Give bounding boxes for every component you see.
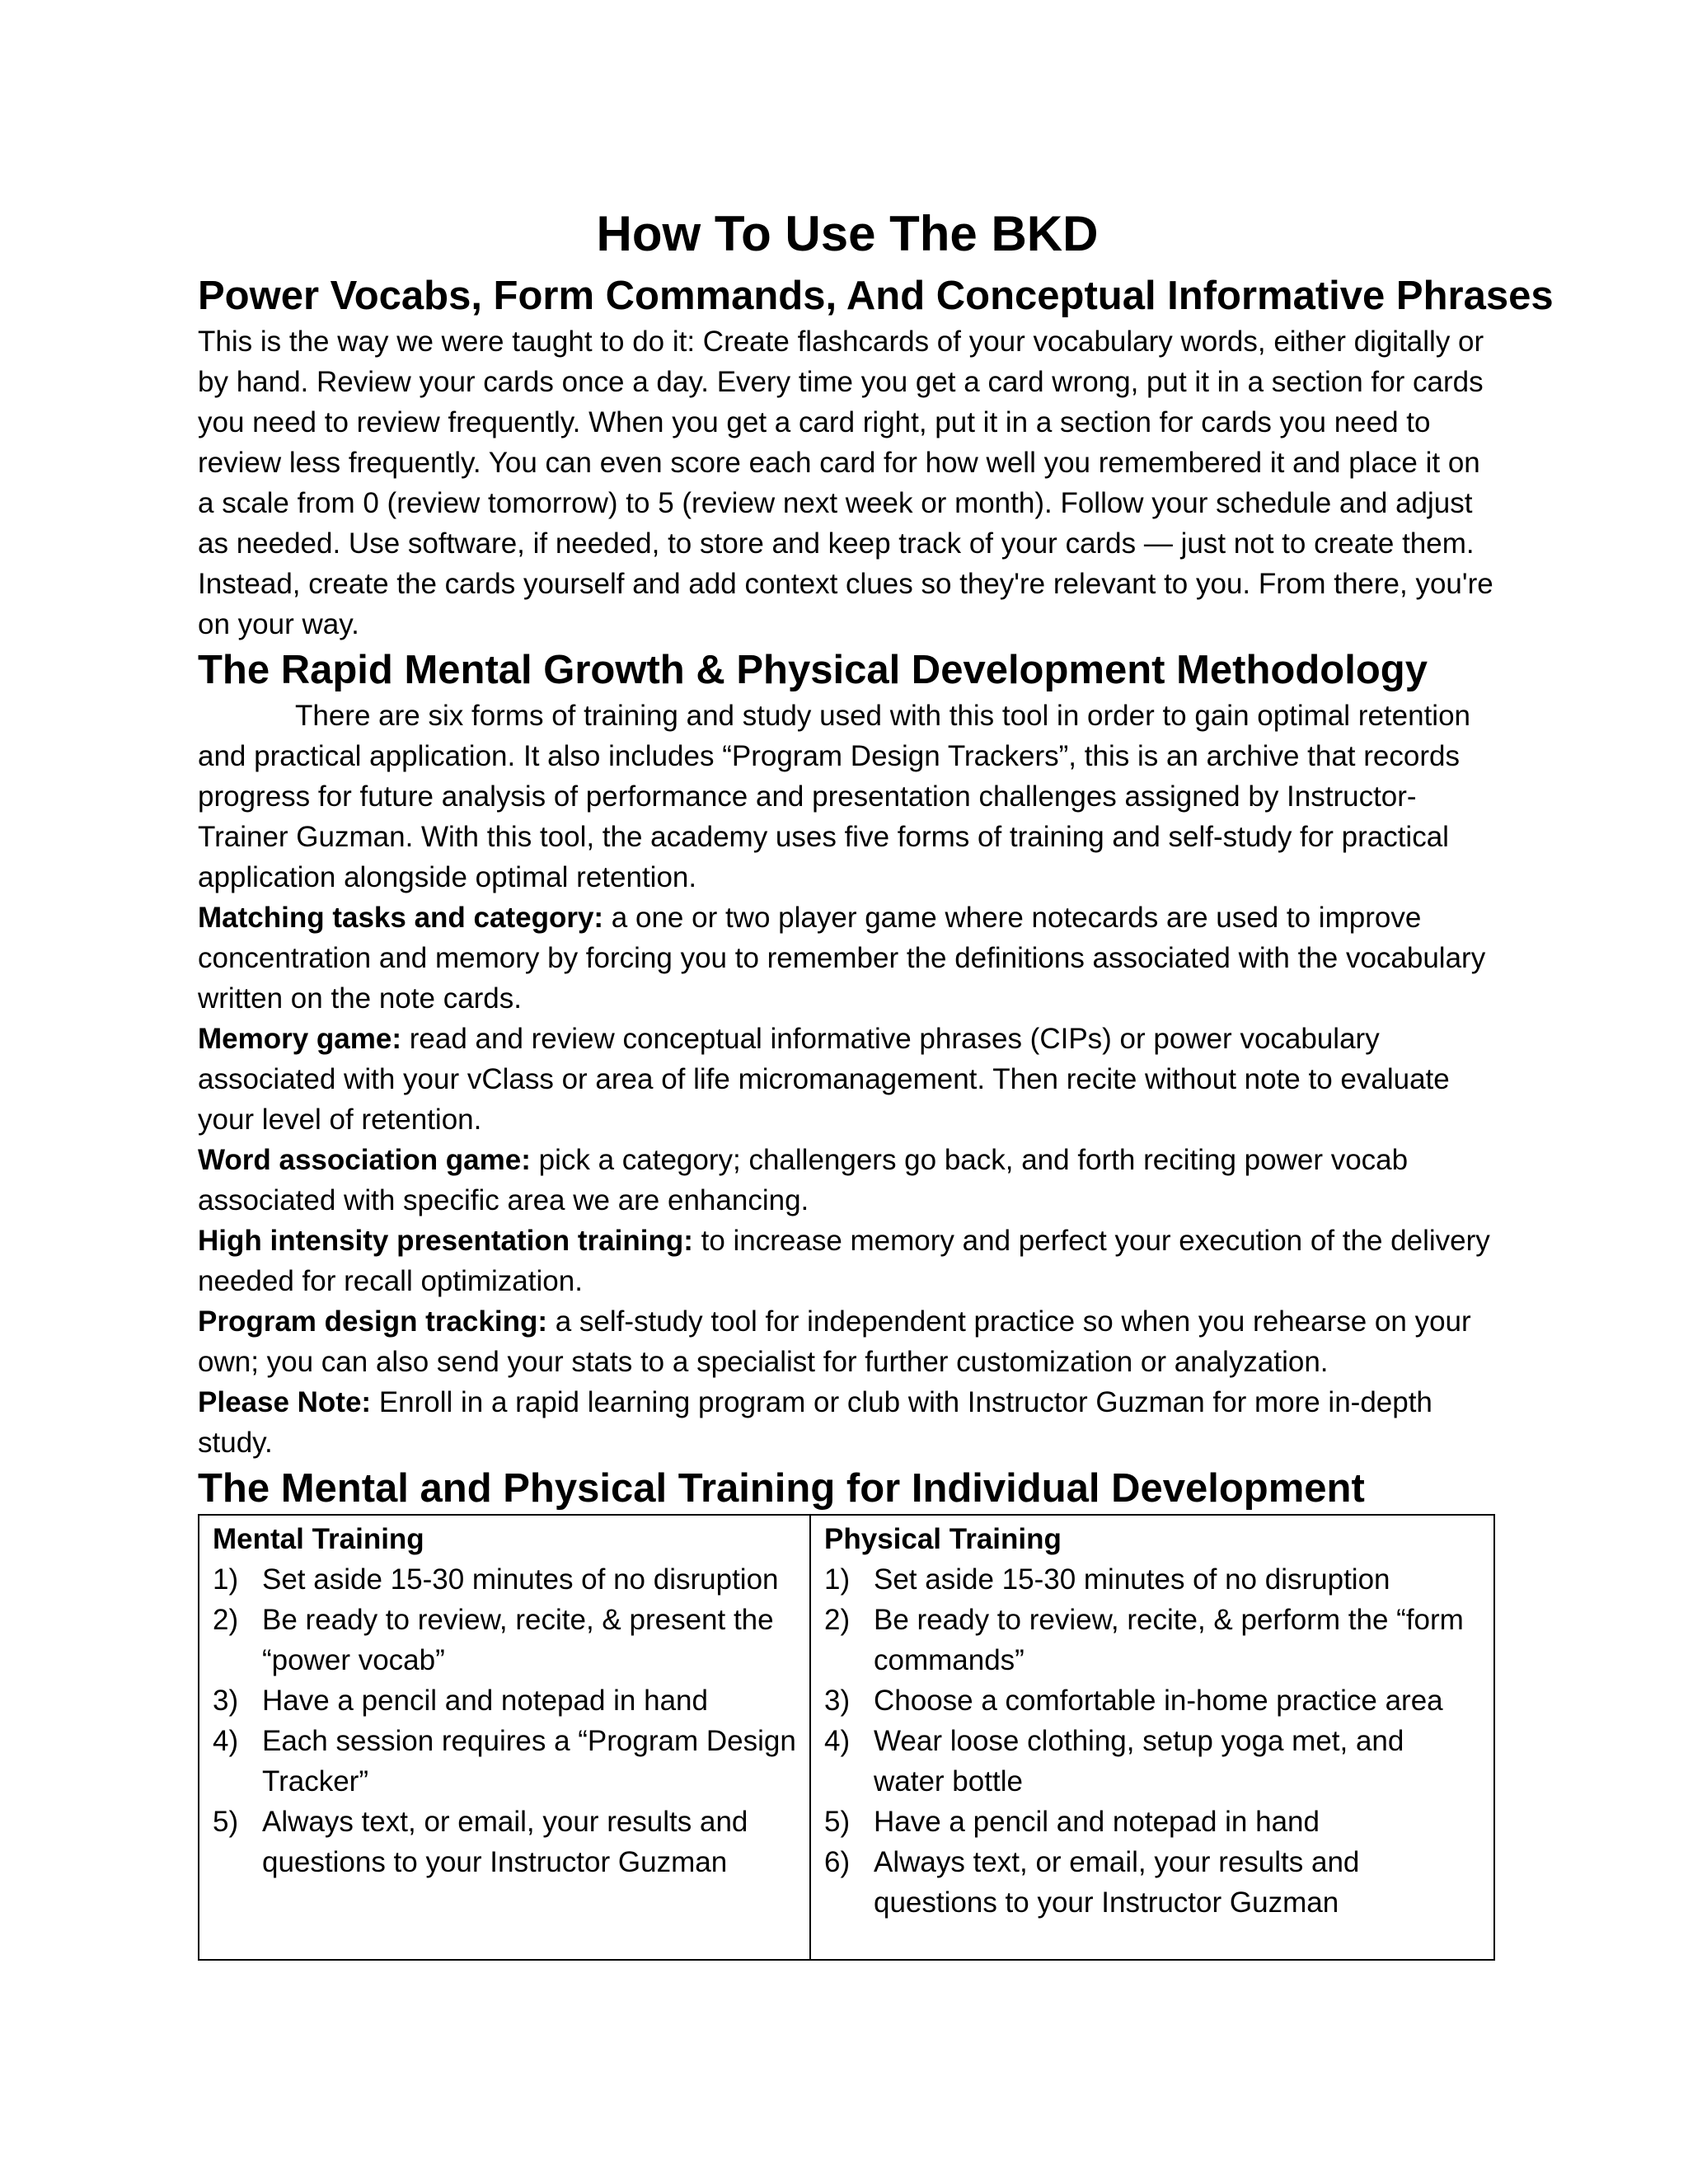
step-text: Be ready to review, recite, & present the “power vocab” <box>262 1604 774 1676</box>
step-number: 4) <box>824 1725 851 1757</box>
step-number: 2) <box>824 1604 851 1636</box>
training-table <box>198 1514 1495 1961</box>
mental-training-heading: Mental Training <box>213 1523 424 1555</box>
section-heading-training: The Mental and Physical Training for Individual Development <box>198 1466 1365 1511</box>
methodology-text: to increase memory and perfect your execution of the delivery needed for recall optimization. <box>198 1225 1490 1297</box>
step-text: Wear loose clothing, setup yoga met, and water bottle <box>874 1725 1404 1797</box>
methodology-item-matching <box>198 898 1497 1019</box>
section-heading-power-vocabs: Power Vocabs, Form Commands, And Conceptual Informative Phrases <box>198 274 1554 318</box>
step-text: Set aside 15-30 minutes of no disruption <box>262 1563 779 1596</box>
methodology-item-program-design <box>198 1301 1497 1382</box>
step-number: 4) <box>213 1725 239 1757</box>
methodology-text: a self-study tool for independent practice so when you rehearse on your own; you can also send your stats to a specialist for further customization or analyzation. <box>198 1305 1471 1378</box>
document-page <box>198 204 1554 1961</box>
step-number: 2) <box>213 1604 239 1636</box>
methodology-text: pick a category; challengers go back, and forth reciting power vocab associated with specific area we are enhancing. <box>198 1144 1409 1216</box>
step-number: 3) <box>213 1685 239 1717</box>
section-body-power-vocabs: This is the way we were taught to do it: Create flashcards of your vocabulary words, either digitally or by hand. Review your cards once a day. Every time you get a card wrong, put it in a section for cards you need to review frequently. When you get a card right, put it in a section for cards you need to review less frequently. You can even score each card for how well you remembered it and place it on a scale from 0 (review tomorrow) to 5 (review next week or month). Follow your schedule and adjust as needed. Use software, if needed, to store and keep track of your cards — just not to create them. Instead, create the cards yourself and add context clues so they're relevant to you. From there, you're on your way. <box>198 326 1493 640</box>
methodology-term: Program design tracking: <box>198 1305 547 1338</box>
step-text: Always text, or email, your results and questions to your Instructor Guzman <box>874 1846 1360 1919</box>
step-number: 5) <box>824 1806 851 1838</box>
mental-step <box>213 1600 796 1680</box>
step-text: Have a pencil and notepad in hand <box>262 1685 708 1717</box>
methodology-item-word-association <box>198 1140 1497 1221</box>
mental-training-column <box>199 1516 811 1959</box>
methodology-intro: There are six forms of training and study used with this tool in order to gain optimal retention and practical application. It also includes “Program Design Trackers”, this is an archive that records progress for future analysis of performance and presentation challenges assigned by Instructor-Trainer Guzman. With this tool, the academy uses five forms of training and self-study for practical application alongside optimal retention. <box>198 700 1471 893</box>
section-heading-methodology: The Rapid Mental Growth & Physical Development Methodology <box>198 648 1428 692</box>
methodology-term: Word association game: <box>198 1144 531 1176</box>
step-text: Always text, or email, your results and questions to your Instructor Guzman <box>262 1806 748 1878</box>
step-text: Set aside 15-30 minutes of no disruption <box>874 1563 1390 1596</box>
physical-step <box>824 1721 1480 1802</box>
methodology-term: High intensity presentation training: <box>198 1225 693 1257</box>
step-number: 3) <box>824 1685 851 1717</box>
methodology-item-presentation-training <box>198 1221 1497 1301</box>
methodology-text: Enroll in a rapid learning program or club with Instructor Guzman for more in-depth study. <box>198 1386 1432 1459</box>
step-number: 1) <box>213 1563 239 1596</box>
step-number: 5) <box>213 1806 239 1838</box>
mental-step <box>213 1559 796 1600</box>
mental-step <box>213 1680 796 1721</box>
step-number: 6) <box>824 1846 851 1878</box>
step-text: Each session requires a “Program Design Tracker” <box>262 1725 796 1797</box>
step-text: Choose a comfortable in-home practice area <box>874 1685 1443 1717</box>
methodology-term: Memory game: <box>198 1023 402 1055</box>
physical-training-column <box>811 1516 1493 1959</box>
physical-step <box>824 1802 1480 1842</box>
physical-step <box>824 1559 1480 1600</box>
mental-step <box>213 1802 796 1882</box>
physical-step <box>824 1600 1480 1680</box>
mental-step <box>213 1721 796 1802</box>
physical-step <box>824 1842 1480 1923</box>
step-text: Be ready to review, recite, & perform the “form commands” <box>874 1604 1464 1676</box>
methodology-term: Matching tasks and category: <box>198 902 604 934</box>
methodology-text: read and review conceptual informative phrases (CIPs) or power vocabulary associated with your vClass or area of life micromanagement. Then recite without note to evaluate your level of retention. <box>198 1023 1450 1136</box>
physical-step <box>824 1680 1480 1721</box>
step-number: 1) <box>824 1563 851 1596</box>
methodology-item-please-note <box>198 1382 1497 1463</box>
physical-training-heading: Physical Training <box>824 1523 1062 1555</box>
methodology-item-memory-game <box>198 1019 1497 1140</box>
step-text: Have a pencil and notepad in hand <box>874 1806 1320 1838</box>
methodology-term: Please Note: <box>198 1386 372 1418</box>
methodology-text: a one or two player game where notecards are used to improve concentration and memory by forcing you to remember the definitions associated with the vocabulary written on the note cards. <box>198 902 1486 1015</box>
page-title: How To Use The BKD <box>596 206 1099 261</box>
